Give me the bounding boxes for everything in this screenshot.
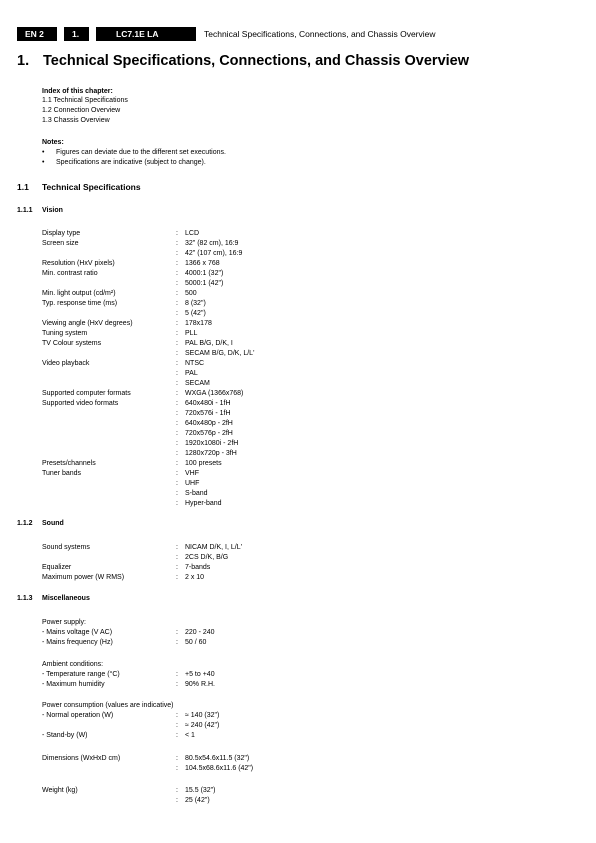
subsection-heading-vision: 1.1.1 Vision: [17, 207, 63, 214]
spec-row: : 720x576p - 2fH: [176, 430, 233, 437]
spec-row: Dimensions (WxHxD cm) : 80.5x54.6x11.5 (32"): [42, 755, 250, 762]
spec-row: Min. light output (cd/m²) : 500: [42, 290, 197, 297]
bullet-icon: •: [42, 149, 45, 156]
spec-row: : 1280x720p - 3fH: [176, 450, 237, 457]
spec-row: - Mains voltage (V AC) : 220 - 240: [42, 629, 215, 636]
note-item: • Figures can deviate due to the different set executions.: [42, 149, 226, 156]
spec-row: : 2CS D/K, B/G: [176, 554, 229, 561]
spec-row: TV Colour systems : PAL B/G, D/K, I: [42, 340, 233, 347]
index-item: 1.1 Technical Specifications: [42, 97, 128, 104]
spec-row: : S-band: [176, 490, 208, 497]
spec-row: : PAL: [176, 370, 198, 377]
spec-row: - Stand-by (W) : < 1: [42, 732, 195, 739]
spec-row: : 720x576i - 1fH: [176, 410, 231, 417]
spec-row: Supported video formats : 640x480i - 1fH: [42, 400, 231, 407]
spec-row: Tuner bands : VHF: [42, 470, 199, 477]
spec-row: - Normal operation (W) : ≈ 140 (32"): [42, 712, 220, 719]
spec-row: Tuning system : PLL: [42, 330, 198, 337]
header-title: Technical Specifications, Connections, and Chassis Overview: [204, 29, 436, 39]
index-item: 1.2 Connection Overview: [42, 107, 121, 114]
chapter-tab: 1.: [64, 27, 89, 41]
spec-row: Sound systems : NICAM D/K, I, L/L': [42, 544, 242, 551]
bullet-icon: •: [42, 159, 45, 166]
spec-row: Weight (kg) : 15.5 (32"): [42, 787, 216, 794]
spec-row: Min. contrast ratio : 4000:1 (32"): [42, 270, 224, 277]
spec-row: : 5 (42"): [176, 310, 206, 317]
spec-row: : Hyper-band: [176, 500, 222, 507]
spec-row: : 25 (42"): [176, 797, 210, 804]
spec-row: - Mains frequency (Hz) : 50 / 60: [42, 639, 207, 646]
spec-row: Display type : LCD: [42, 230, 200, 237]
spec-row: Supported computer formats : WXGA (1366x768): [42, 390, 244, 397]
page-number-tab: EN 2: [17, 27, 57, 41]
spec-row: : SECAM B/G, D/K, L/L': [176, 350, 255, 357]
spec-row: : ≈ 240 (42"): [176, 722, 220, 729]
subsection-heading-misc: 1.1.3 Miscellaneous: [17, 595, 90, 602]
spec-row: : 42" (107 cm), 16:9: [176, 250, 243, 257]
spec-row: Screen size : 32" (82 cm), 16:9: [42, 240, 239, 247]
note-item: • Specifications are indicative (subject to change).: [42, 159, 206, 166]
ambient-heading: Ambient conditions:: [42, 661, 104, 668]
section-heading: [17, 182, 141, 192]
subsection-heading-sound: 1.1.2 Sound: [17, 520, 64, 527]
notes-heading: Notes:: [42, 139, 64, 146]
spec-row: : 640x480p - 2fH: [176, 420, 233, 427]
spec-row: : 5000:1 (42"): [176, 280, 224, 287]
consumption-heading: Power consumption (values are indicative): [42, 702, 174, 709]
spec-row: Maximum power (W RMS) : 2 x 10: [42, 574, 205, 581]
spec-row: Resolution (HxV pixels) : 1366 x 768: [42, 260, 220, 267]
spec-row: : UHF: [176, 480, 200, 487]
section-title: Technical Specifications: [42, 182, 141, 192]
index-item: 1.3 Chassis Overview: [42, 117, 110, 124]
model-tab: LC7.1E LA: [96, 27, 196, 41]
spec-row: Equalizer : 7-bands: [42, 564, 211, 571]
power-supply-heading: Power supply:: [42, 619, 86, 626]
chapter-number: 1.: [17, 53, 30, 69]
spec-row: Typ. response time (ms) : 8 (32"): [42, 300, 206, 307]
index-heading: Index of this chapter:: [42, 88, 113, 95]
spec-row: : 104.5x68.6x11.6 (42"): [176, 765, 254, 772]
spec-row: - Temperature range (°C) : +5 to +40: [42, 671, 215, 678]
spec-row: : 1920x1080i - 2fH: [176, 440, 239, 447]
spec-row: - Maximum humidity : 90% R.H.: [42, 681, 215, 688]
chapter-title-text: Technical Specifications, Connections, and Chassis Overview: [43, 53, 470, 69]
section-number: 1.1: [17, 182, 29, 192]
spec-row: Viewing angle (HxV degrees) : 178x178: [42, 320, 212, 327]
spec-row: Video playback : NTSC: [42, 360, 205, 367]
running-header: [0, 27, 596, 41]
spec-row: Presets/channels : 100 presets: [42, 460, 222, 467]
spec-row: : SECAM: [176, 380, 210, 387]
chapter-title: [17, 53, 469, 69]
